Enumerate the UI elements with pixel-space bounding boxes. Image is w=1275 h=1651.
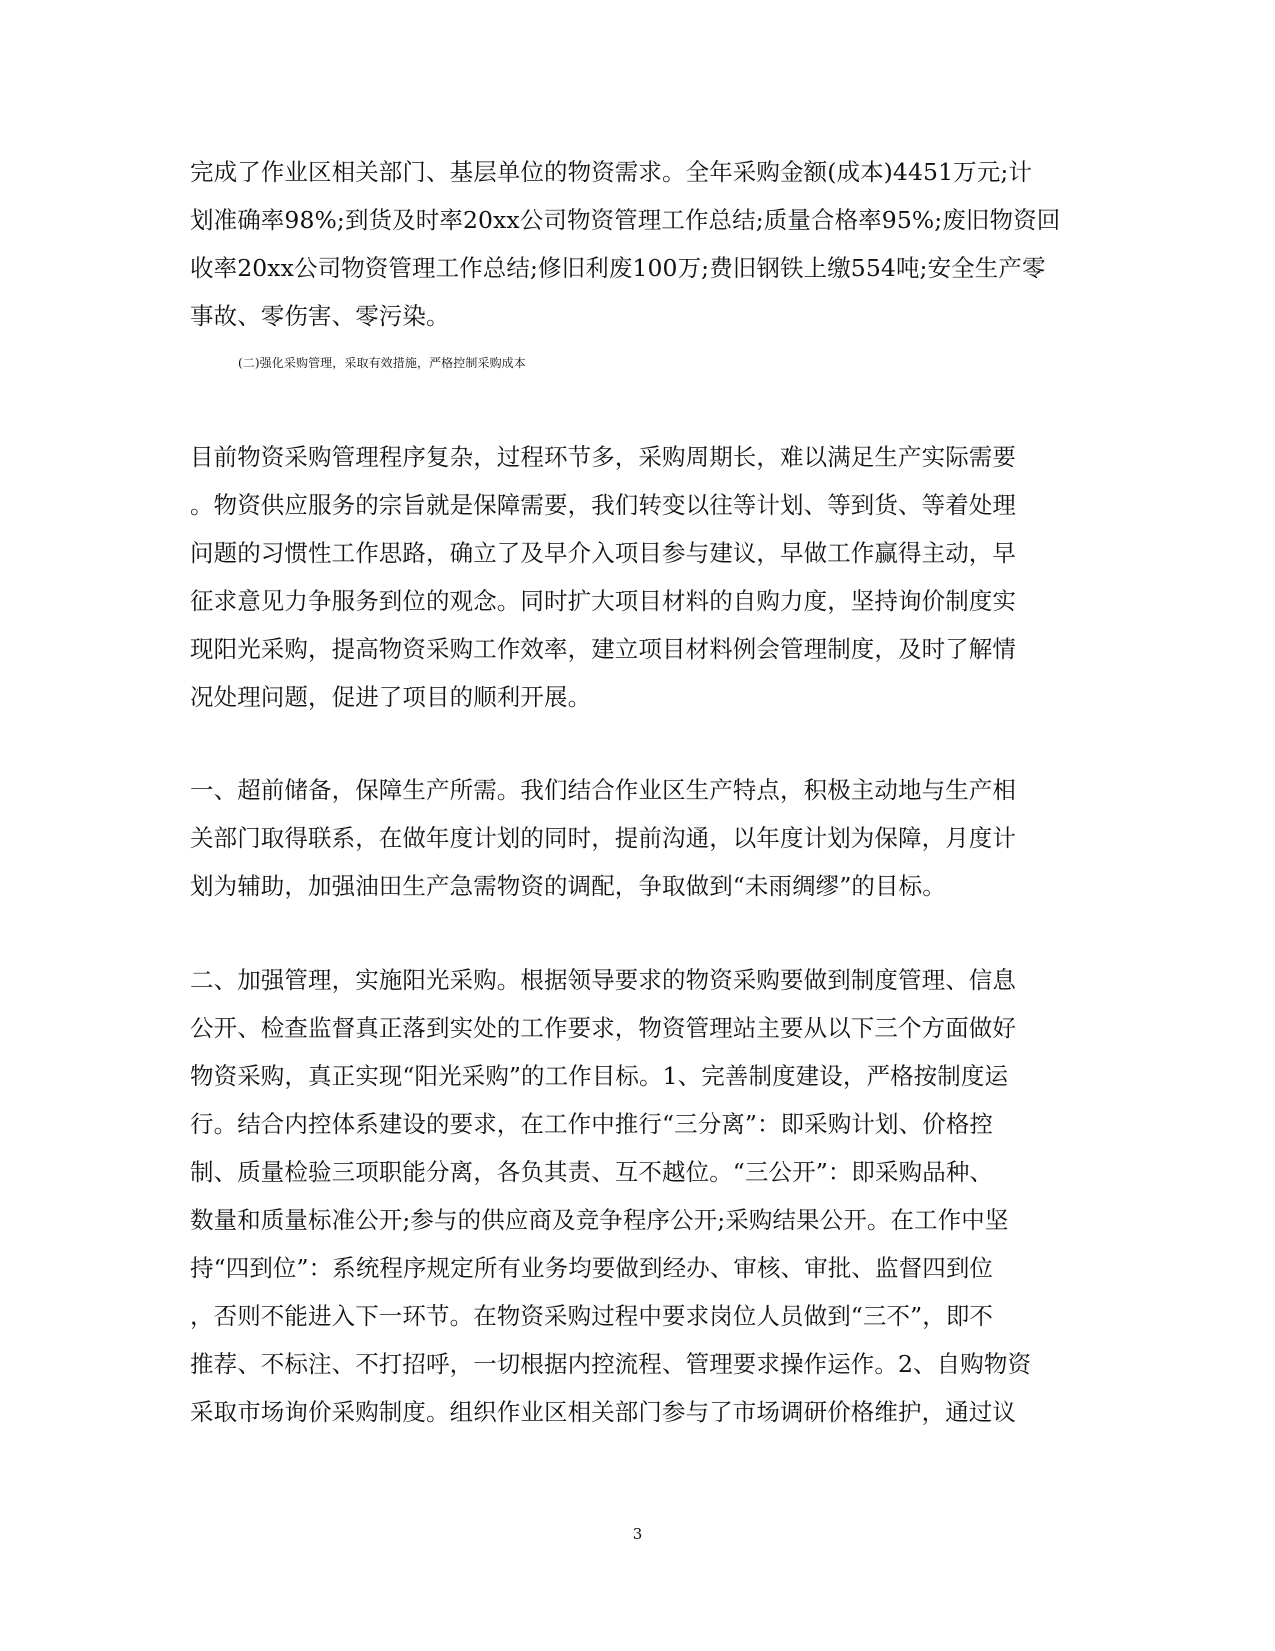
paragraph-line: 二、加强管理，实施阳光采购。根据领导要求的物资采购要做到制度管理、信息 (190, 966, 1016, 994)
page-number: 3 (632, 1525, 643, 1543)
paragraph-line: 目前物资采购管理程序复杂，过程环节多，采购周期长，难以满足生产实际需要 (190, 443, 1016, 471)
paragraph-line: 划准确率98%;到货及时率20xx公司物资管理工作总结;质量合格率95%;废旧物资回 (190, 206, 1061, 234)
paragraph-line: 推荐、不标注、不打招呼，一切根据内控流程、管理要求操作运作。2、自购物资 (190, 1350, 1032, 1378)
paragraph-line: 完成了作业区相关部门、基层单位的物资需求。全年采购金额(成本)4451万元;计 (190, 158, 1032, 186)
paragraph-line: 征求意见力争服务到位的观念。同时扩大项目材料的自购力度，坚持询价制度实 (190, 587, 1016, 615)
paragraph-line: 况处理问题，促进了项目的顺利开展。 (190, 683, 592, 711)
paragraph-line: 采取市场询价采购制度。组织作业区相关部门参与了市场调研价格维护，通过议 (190, 1398, 1016, 1426)
paragraph-line: 事故、零伤害、零污染。 (190, 302, 450, 330)
paragraph-line: 公开、检查监督真正落到实处的工作要求，物资管理站主要从以下三个方面做好 (190, 1014, 1016, 1042)
paragraph-line: 物资采购，真正实现“阳光采购”的工作目标。1、完善制度建设，严格按制度运 (190, 1062, 1009, 1090)
section-heading: (二)强化采购管理，采取有效措施，严格控制采购成本 (238, 356, 526, 370)
paragraph-line: 划为辅助，加强油田生产急需物资的调配，争取做到“未雨绸缪”的目标。 (190, 872, 946, 900)
paragraph-line: 一、超前储备，保障生产所需。我们结合作业区生产特点，积极主动地与生产相 (190, 776, 1016, 804)
paragraph-line: 收率20xx公司物资管理工作总结;修旧利废100万;费旧钢铁上缴554吨;安全生产零 (190, 254, 1046, 282)
paragraph-line: 。物资供应服务的宗旨就是保障需要，我们转变以往等计划、等到货、等着处理 (190, 491, 1016, 519)
paragraph-line: 问题的习惯性工作思路，确立了及早介入项目参与建议，早做工作赢得主动，早 (190, 539, 1016, 567)
paragraph-line: 数量和质量标准公开;参与的供应商及竞争程序公开;采购结果公开。在工作中坚 (190, 1206, 1009, 1234)
paragraph-line: 持“四到位”：系统程序规定所有业务均要做到经办、审核、审批、监督四到位 (190, 1254, 994, 1282)
paragraph-line: 现阳光采购，提高物资采购工作效率，建立项目材料例会管理制度，及时了解情 (190, 635, 1016, 663)
paragraph-line: 关部门取得联系，在做年度计划的同时，提前沟通，以年度计划为保障，月度计 (190, 824, 1016, 852)
paragraph-line: ，否则不能进入下一环节。在物资采购过程中要求岗位人员做到“三不”，即不 (190, 1302, 994, 1330)
paragraph-line: 制、质量检验三项职能分离，各负其责、互不越位。“三公开”：即采购品种、 (190, 1158, 994, 1186)
paragraph-line: 行。结合内控体系建设的要求，在工作中推行“三分离”：即采购计划、价格控 (190, 1110, 994, 1138)
